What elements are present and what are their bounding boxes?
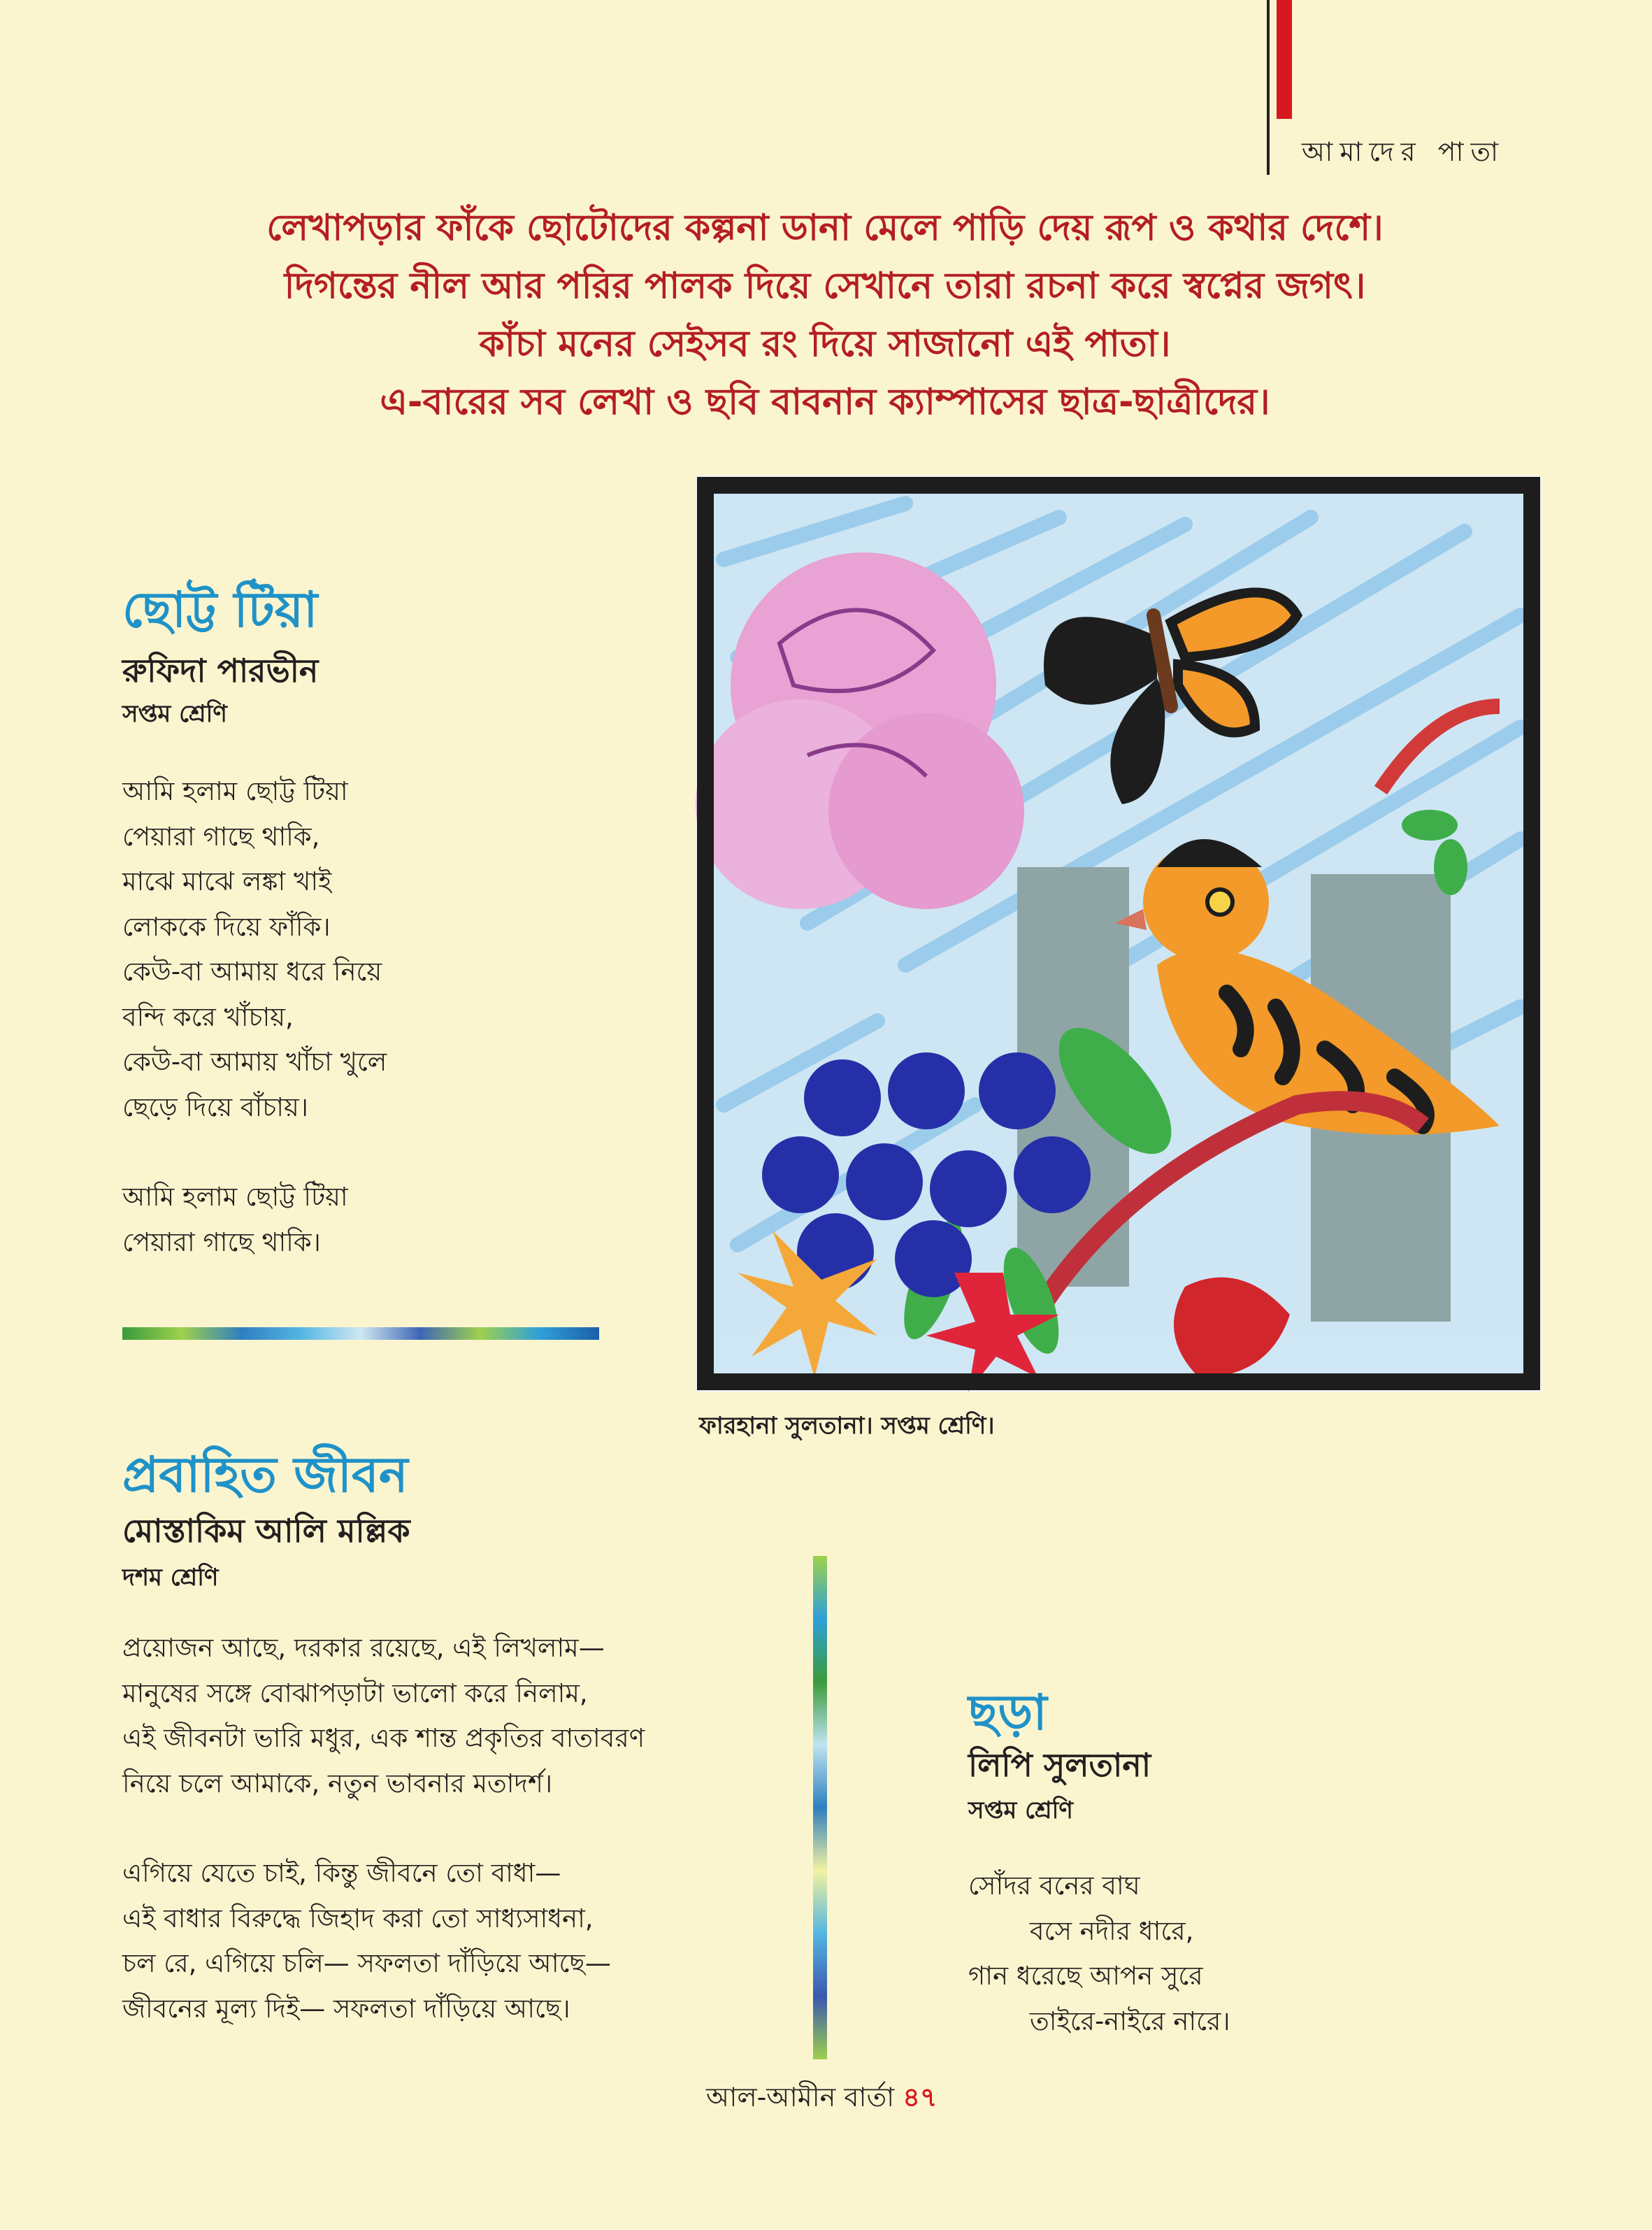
poem-line: পেয়ারা গাছে থাকি।	[122, 1227, 321, 1257]
poem2-grade: দশম শ্রেণি	[122, 1564, 219, 1592]
poem-line: এই জীবনটা ভারি মধুর, এক শান্ত প্রকৃতির বাতাবরণ	[122, 1723, 645, 1753]
poem-line: এই বাধার বিরুদ্ধে জিহাদ করা তো সাধ্যসাধনা,	[122, 1903, 594, 1934]
child-drawing-artwork	[696, 476, 1542, 1392]
poem1-author: রুফিদা পারভীন	[122, 652, 319, 689]
poem1-stanza	[122, 769, 387, 1130]
poem3-grade: সপ্তম শ্রেণি	[968, 1796, 1073, 1824]
poem2-stanza	[122, 1851, 645, 2031]
poem-line: জীবনের মূল্য দিই— সফলতা দাঁড়িয়ে আছে।	[122, 1993, 570, 2024]
section-label: আমাদের পাতা	[1302, 136, 1506, 167]
poem-line: এগিয়ে যেতে চাই, কিন্তু জীবনে তো বাধা—	[122, 1858, 561, 1888]
poem1-title: ছোট্ট টিয়া	[122, 581, 318, 638]
intro-line: কাঁচা মনের সেইসব রং দিয়ে সাজানো এই পাতা।	[479, 323, 1171, 365]
poem3-author: লিপি সুলতানা	[968, 1746, 1151, 1784]
poem-line: চল রে, এগিয়ে চলি— সফলতা দাঁড়িয়ে আছে—	[122, 1948, 611, 1978]
poem1-stanza	[122, 1175, 387, 1265]
poem-line: কেউ-বা আমায় ধরে নিয়ে	[122, 957, 382, 987]
poem-line: আমি হলাম ছোট্ট টিয়া	[122, 1182, 348, 1212]
poem-line: কেউ-বা আমায় খাঁচা খুলে	[122, 1047, 387, 1077]
poem-line: পেয়ারা গাছে থাকি,	[122, 821, 320, 852]
poem-line: বন্দি করে খাঁচায়,	[122, 1001, 294, 1032]
poem-line: গান ধরেছে আপন সুরে	[968, 1961, 1203, 1991]
poem2-title: প্রবাহিত জীবন	[122, 1446, 408, 1503]
header-rule	[1267, 0, 1270, 175]
poem2-stanza	[122, 1626, 645, 1806]
poem3-body	[968, 1864, 1230, 2044]
poem2-body	[122, 1626, 645, 2031]
decorative-rainbow-column	[813, 1556, 827, 2059]
poem-line: মাঝে মাঝে লঙ্কা খাই	[122, 866, 332, 896]
poem-line: ছেড়ে দিয়ে বাঁচায়।	[122, 1092, 308, 1122]
poem-line: সোঁদর বনের বাঘ	[968, 1871, 1140, 1901]
intro-line: এ-বারের সব লেখা ও ছবি বাবনান ক্যাম্পাসের ছাত্র-ছাত্রীদের।	[380, 381, 1270, 423]
poem-line: প্রয়োজন আছে, দরকার রয়েছে, এই লিখলাম—	[122, 1633, 605, 1663]
poem-line: আমি হলাম ছোট্ট টিয়া	[122, 776, 348, 806]
page-footer	[706, 2077, 938, 2122]
magazine-name: আল-আমীন বার্তা	[706, 2082, 895, 2113]
intro-text	[84, 199, 1566, 431]
header-accent-bar	[1277, 0, 1292, 119]
poem1-grade: সপ্তম শ্রেণি	[122, 700, 227, 728]
intro-line: দিগন্তের নীল আর পরির পালক দিয়ে সেখানে তারা রচনা করে স্বপ্নের জগৎ।	[284, 265, 1366, 307]
poem2-author: মোস্তাকিম আলি মল্লিক	[122, 1512, 410, 1550]
decorative-rainbow-divider	[122, 1327, 599, 1340]
poem-line: লোককে দিয়ে ফাঁকি।	[122, 911, 331, 942]
poem-line: মানুষের সঙ্গে বোঝাপড়াটা ভালো করে নিলাম,	[122, 1678, 588, 1708]
poem3-title: ছড়া	[968, 1684, 1047, 1741]
page-number: ৪৭	[903, 2082, 938, 2113]
poem1-body	[122, 769, 387, 1265]
poem-line: নিয়ে চলে আমাকে, নতুন ভাবনার মতাদর্শ।	[122, 1768, 553, 1799]
poem-line: তাইরে-নাইরে নারে।	[1030, 2006, 1230, 2036]
artwork-caption: ফারহানা সুলতানা। সপ্তম শ্রেণি।	[699, 1412, 995, 1440]
intro-line: লেখাপড়ার ফাঁকে ছোটোদের কল্পনা ডানা মেলে পাড়ি দেয় রূপ ও কথার দেশে।	[266, 207, 1384, 249]
poem-line: বসে নদীর ধারে,	[1030, 1915, 1194, 1946]
